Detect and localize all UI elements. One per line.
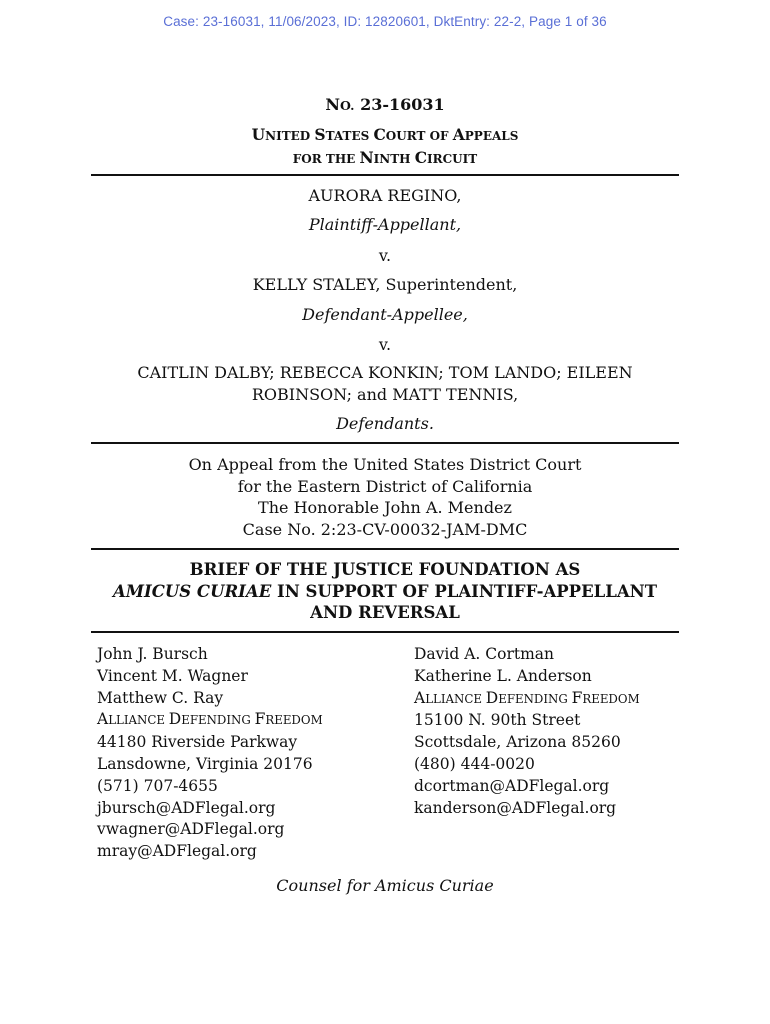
defendant-name: KELLY STALEY, Superintendent, xyxy=(252,275,518,294)
brief-title-line-1: BRIEF OF THE JUSTICE FOUNDATION AS xyxy=(189,560,581,579)
counsel-email: dcortman@ADFlegal.org xyxy=(414,776,610,795)
divider-rule xyxy=(91,442,679,444)
court-line-1: UNITED STATES COURT OF APPEALS xyxy=(251,125,519,144)
counsel-address: 44180 Riverside Parkway xyxy=(97,733,298,752)
counsel-name: Katherine L. Anderson xyxy=(414,666,592,685)
divider-rule xyxy=(91,174,679,176)
appeal-line-1: On Appeal from the United States District Court xyxy=(188,455,582,474)
appeal-case-number: Case No. 2:23-CV-00032-JAM-DMC xyxy=(242,519,528,539)
counsel-email: jbursch@ADFlegal.org xyxy=(97,798,276,817)
counsel-name: Vincent M. Wagner xyxy=(97,666,248,685)
brief-title xyxy=(0,559,770,624)
plaintiff-role: Plaintiff-Appellant, xyxy=(308,215,462,234)
court-name xyxy=(0,124,770,170)
versus-1: v. xyxy=(378,246,392,265)
counsel-phone: (480) 444-0020 xyxy=(414,754,535,773)
counsel-for-label: Counsel for Amicus Curiae xyxy=(276,876,494,895)
docket-stamp: Case: 23-16031, 11/06/2023, ID: 12820601, DktEntry: 22-2, Page 1 of 36 xyxy=(163,14,607,29)
counsel-address: Scottsdale, Arizona 85260 xyxy=(414,733,621,752)
counsel-name: John J. Bursch xyxy=(97,645,208,663)
counsel-address: Lansdowne, Virginia 20176 xyxy=(97,754,313,773)
brief-title-line-3: AND REVERSAL xyxy=(310,603,460,622)
other-defendants-line-2: ROBINSON; and MATT TENNIS, xyxy=(251,385,519,404)
counsel-email: vwagner@ADFlegal.org xyxy=(97,820,285,839)
plaintiff-name: AURORA REGINO, xyxy=(308,186,462,205)
counsel-address: 15100 N. 90th Street xyxy=(414,711,581,730)
appeal-info xyxy=(0,454,770,540)
defendant-role: Defendant-Appellee, xyxy=(302,305,468,324)
other-defendants-line-1: CAITLIN DALBY; REBECCA KONKIN; TOM LANDO; EILEEN xyxy=(137,363,633,382)
counsel-block-right xyxy=(414,644,640,819)
counsel-organization: ALLIANCE DEFENDING FREEDOM xyxy=(97,710,323,729)
divider-rule xyxy=(91,548,679,550)
counsel-email: kanderson@ADFlegal.org xyxy=(414,798,617,817)
counsel-email: mray@ADFlegal.org xyxy=(97,842,257,861)
counsel-phone: (571) 707-4655 xyxy=(97,776,218,795)
counsel-name: Matthew C. Ray xyxy=(97,688,224,707)
divider-rule xyxy=(91,631,679,633)
appeal-line-2: for the Eastern District of California xyxy=(237,476,533,496)
versus-2: v. xyxy=(378,335,392,354)
court-line-2: FOR THE NINTH CIRCUIT xyxy=(292,148,478,167)
counsel-block-left xyxy=(97,644,323,863)
counsel-organization: ALLIANCE DEFENDING FREEDOM xyxy=(414,688,640,707)
counsel-name: David A. Cortman xyxy=(414,645,555,663)
case-number: NO. 23-16031 xyxy=(325,95,445,114)
other-defendants-role: Defendants. xyxy=(336,414,434,433)
appeal-judge: The Honorable John A. Mendez xyxy=(258,498,512,517)
brief-title-line-2: AMICUS CURIAE IN SUPPORT OF PLAINTIFF-APPELLANT xyxy=(112,581,658,601)
other-defendants xyxy=(60,362,710,406)
